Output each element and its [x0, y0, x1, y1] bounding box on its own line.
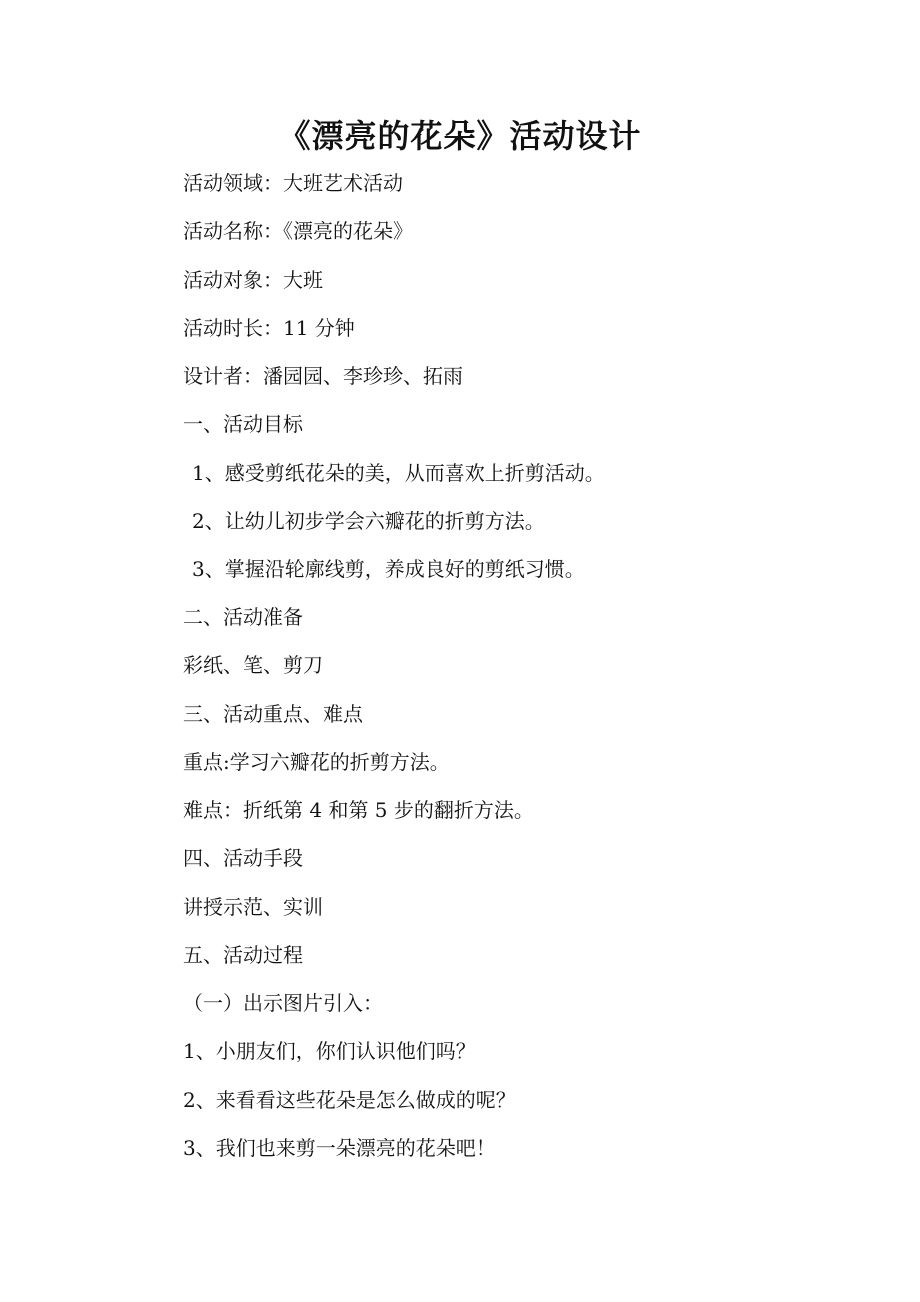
- section-heading-methods: 四、活动手段: [183, 846, 303, 870]
- activity-duration-line: 活动时长：11 分钟: [183, 316, 355, 340]
- process-subheading: （一）出示图片引入：: [183, 991, 383, 1015]
- goal-item-3: 3、掌握沿轮廓线剪，养成良好的剪纸习惯。: [192, 557, 585, 581]
- preparation-materials-line: 彩纸、笔、剪刀: [183, 653, 323, 677]
- difficulty-line: 难点：折纸第 4 和第 5 步的翻折方法。: [183, 798, 534, 822]
- process-item-2: 2、来看看这些花朵是怎么做成的呢？: [183, 1088, 516, 1112]
- designer-line: 设计者：潘园园、李珍珍、拓雨: [183, 364, 463, 388]
- methods-line: 讲授示范、实训: [183, 895, 323, 919]
- key-point-line: 重点:学习六瓣花的折剪方法。: [183, 750, 450, 774]
- activity-name-line: 活动名称：《漂亮的花朵》: [183, 219, 413, 243]
- document-title: 《漂亮的花朵》活动设计: [278, 117, 642, 155]
- section-heading-process: 五、活动过程: [183, 943, 303, 967]
- section-heading-preparation: 二、活动准备: [183, 605, 303, 629]
- goal-item-2: 2、让幼儿初步学会六瓣花的折剪方法。: [192, 509, 545, 533]
- process-item-1: 1、小朋友们，你们认识他们吗？: [183, 1039, 476, 1063]
- goal-item-1: 1、感受剪纸花朵的美，从而喜欢上折剪活动。: [192, 461, 605, 485]
- activity-domain-line: 活动领域：大班艺术活动: [183, 171, 403, 195]
- section-heading-goals: 一、活动目标: [183, 412, 303, 436]
- section-heading-key-points: 三、活动重点、难点: [183, 702, 363, 726]
- activity-target-line: 活动对象：大班: [183, 268, 323, 292]
- process-item-3: 3、我们也来剪一朵漂亮的花朵吧！: [183, 1136, 496, 1160]
